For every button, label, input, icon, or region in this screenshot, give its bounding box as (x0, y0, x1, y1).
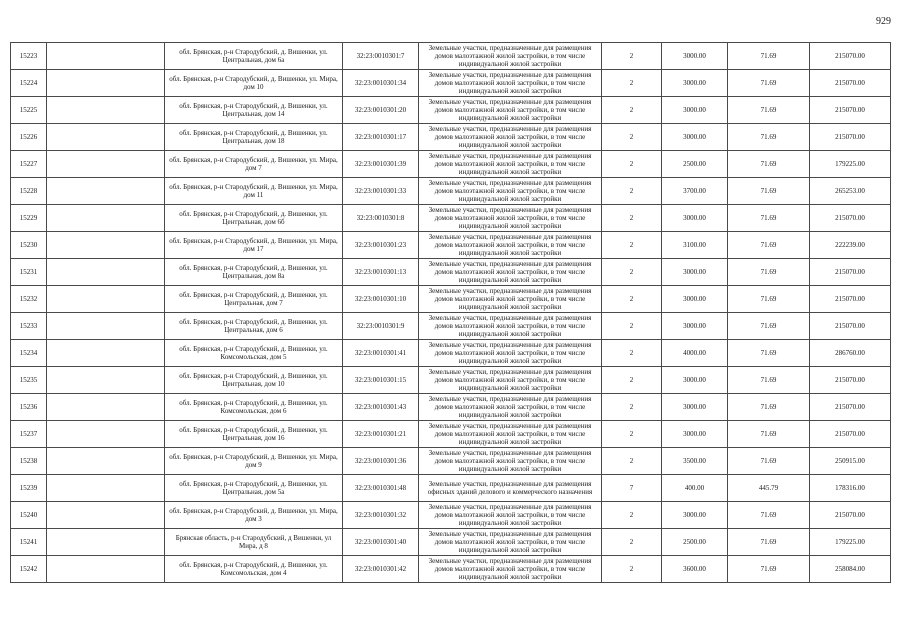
empty-cell (47, 394, 165, 421)
group-cell: 2 (602, 313, 662, 340)
land-use-cell: Земельные участки, предназначенные для размещения домов малоэтажной жилой застройки, в том числе индивидуальной жилой застройки (419, 448, 602, 475)
specific-value-cell: 71.69 (728, 394, 810, 421)
area-cell: 3000.00 (662, 286, 728, 313)
cadastral-value-cell: 215070.00 (810, 313, 891, 340)
cadastral-value-cell: 178316.00 (810, 475, 891, 502)
group-cell: 2 (602, 178, 662, 205)
address-cell: обл. Брянская, р-н Стародубский, д. Вишенки, ул. Комсомольская, дом 5 (165, 340, 343, 367)
row-number-cell: 15223 (11, 43, 47, 70)
area-cell: 3000.00 (662, 367, 728, 394)
table-row (11, 529, 891, 556)
address-cell: обл. Брянская, р-н Стародубский, д. Вишенки, ул. Мира, дом 17 (165, 232, 343, 259)
area-cell: 3000.00 (662, 43, 728, 70)
area-cell: 2500.00 (662, 151, 728, 178)
empty-cell (47, 124, 165, 151)
specific-value-cell: 71.69 (728, 421, 810, 448)
cadastral-number-cell: 32:23:0010301:39 (343, 151, 419, 178)
empty-cell (47, 367, 165, 394)
cadastral-number-cell: 32:23:0010301:10 (343, 286, 419, 313)
empty-cell (47, 43, 165, 70)
land-use-cell: Земельные участки, предназначенные для размещения домов малоэтажной жилой застройки, в том числе индивидуальной жилой застройки (419, 178, 602, 205)
group-cell: 2 (602, 448, 662, 475)
specific-value-cell: 445.79 (728, 475, 810, 502)
land-use-cell: Земельные участки, предназначенные для размещения домов малоэтажной жилой застройки, в том числе индивидуальной жилой застройки (419, 97, 602, 124)
row-number-cell: 15228 (11, 178, 47, 205)
specific-value-cell: 71.69 (728, 448, 810, 475)
address-cell: обл. Брянская, р-н Стародубский, д. Вишенки, ул. Мира, дом 9 (165, 448, 343, 475)
address-cell: обл. Брянская, р-н Стародубский, д. Вишенки, ул. Комсомольская, дом 4 (165, 556, 343, 583)
table-row (11, 340, 891, 367)
cadastral-value-cell: 215070.00 (810, 124, 891, 151)
row-number-cell: 15230 (11, 232, 47, 259)
address-cell: обл. Брянская, р-н Стародубский, д. Вишенки, ул. Комсомольская, дом 6 (165, 394, 343, 421)
area-cell: 3000.00 (662, 421, 728, 448)
land-use-cell: Земельные участки, предназначенные для размещения офисных зданий делового и коммерческого назначения (419, 475, 602, 502)
land-use-cell: Земельные участки, предназначенные для размещения домов малоэтажной жилой застройки, в том числе индивидуальной жилой застройки (419, 556, 602, 583)
cadastral-value-cell: 215070.00 (810, 43, 891, 70)
cadastral-number-cell: 32:23:0010301:34 (343, 70, 419, 97)
cadastral-number-cell: 32:23:0010301:43 (343, 394, 419, 421)
row-number-cell: 15240 (11, 502, 47, 529)
specific-value-cell: 71.69 (728, 502, 810, 529)
cadastral-value-cell: 258084.00 (810, 556, 891, 583)
table-row (11, 502, 891, 529)
table-row (11, 448, 891, 475)
area-cell: 4000.00 (662, 340, 728, 367)
address-cell: обл. Брянская, р-н Стародубский, д. Вишенки, ул. Мира, дом 10 (165, 70, 343, 97)
empty-cell (47, 178, 165, 205)
row-number-cell: 15238 (11, 448, 47, 475)
cadastral-registry-table (10, 42, 891, 583)
cadastral-number-cell: 32:23:0010301:15 (343, 367, 419, 394)
specific-value-cell: 71.69 (728, 232, 810, 259)
cadastral-number-cell: 32:23:0010301:9 (343, 313, 419, 340)
row-number-cell: 15226 (11, 124, 47, 151)
area-cell: 2500.00 (662, 529, 728, 556)
group-cell: 2 (602, 421, 662, 448)
specific-value-cell: 71.69 (728, 151, 810, 178)
address-cell: обл. Брянская, р-н Стародубский, д. Вишенки, ул. Центральная, дом 7 (165, 286, 343, 313)
group-cell: 2 (602, 340, 662, 367)
cadastral-value-cell: 215070.00 (810, 205, 891, 232)
land-use-cell: Земельные участки, предназначенные для размещения домов малоэтажной жилой застройки, в том числе индивидуальной жилой застройки (419, 367, 602, 394)
area-cell: 3100.00 (662, 232, 728, 259)
area-cell: 3000.00 (662, 205, 728, 232)
empty-cell (47, 232, 165, 259)
cadastral-value-cell: 215070.00 (810, 367, 891, 394)
table-row (11, 232, 891, 259)
row-number-cell: 15239 (11, 475, 47, 502)
table-row (11, 286, 891, 313)
group-cell: 2 (602, 529, 662, 556)
group-cell: 2 (602, 124, 662, 151)
cadastral-number-cell: 32:23:0010301:42 (343, 556, 419, 583)
address-cell: обл. Брянская, р-н Стародубский, д. Вишенки, ул. Центральная, дом 16 (165, 421, 343, 448)
area-cell: 3000.00 (662, 97, 728, 124)
table-row (11, 43, 891, 70)
specific-value-cell: 71.69 (728, 556, 810, 583)
group-cell: 2 (602, 232, 662, 259)
group-cell: 2 (602, 97, 662, 124)
land-use-cell: Земельные участки, предназначенные для размещения домов малоэтажной жилой застройки, в том числе индивидуальной жилой застройки (419, 529, 602, 556)
address-cell: обл. Брянская, р-н Стародубский, д. Вишенки, ул. Центральная, дом 6а (165, 43, 343, 70)
area-cell: 3000.00 (662, 259, 728, 286)
cadastral-value-cell: 265253.00 (810, 178, 891, 205)
specific-value-cell: 71.69 (728, 97, 810, 124)
specific-value-cell: 71.69 (728, 259, 810, 286)
empty-cell (47, 475, 165, 502)
land-use-cell: Земельные участки, предназначенные для размещения домов малоэтажной жилой застройки, в том числе индивидуальной жилой застройки (419, 259, 602, 286)
table-row (11, 70, 891, 97)
cadastral-value-cell: 215070.00 (810, 394, 891, 421)
table-row (11, 97, 891, 124)
group-cell: 2 (602, 286, 662, 313)
cadastral-value-cell: 215070.00 (810, 502, 891, 529)
cadastral-number-cell: 32:23:0010301:20 (343, 97, 419, 124)
address-cell: обл. Брянская, р-н Стародубский, д. Вишенки, ул. Мира, дом 11 (165, 178, 343, 205)
address-cell: обл. Брянская, р-н Стародубский, д. Вишенки, ул. Центральная, дом 18 (165, 124, 343, 151)
area-cell: 400.00 (662, 475, 728, 502)
cadastral-number-cell: 32:23:0010301:48 (343, 475, 419, 502)
land-use-cell: Земельные участки, предназначенные для размещения домов малоэтажной жилой застройки, в том числе индивидуальной жилой застройки (419, 502, 602, 529)
address-cell: обл. Брянская, р-н Стародубский, д. Вишенки, ул. Центральная, дом 6 (165, 313, 343, 340)
specific-value-cell: 71.69 (728, 367, 810, 394)
area-cell: 3000.00 (662, 124, 728, 151)
empty-cell (47, 313, 165, 340)
group-cell: 2 (602, 151, 662, 178)
cadastral-number-cell: 32:23:0010301:40 (343, 529, 419, 556)
cadastral-value-cell: 215070.00 (810, 70, 891, 97)
group-cell: 2 (602, 367, 662, 394)
row-number-cell: 15235 (11, 367, 47, 394)
table-row (11, 151, 891, 178)
cadastral-value-cell: 215070.00 (810, 97, 891, 124)
specific-value-cell: 71.69 (728, 178, 810, 205)
empty-cell (47, 448, 165, 475)
empty-cell (47, 205, 165, 232)
empty-cell (47, 286, 165, 313)
land-use-cell: Земельные участки, предназначенные для размещения домов малоэтажной жилой застройки, в том числе индивидуальной жилой застройки (419, 340, 602, 367)
cadastral-number-cell: 32:23:0010301:32 (343, 502, 419, 529)
area-cell: 3000.00 (662, 502, 728, 529)
land-use-cell: Земельные участки, предназначенные для размещения домов малоэтажной жилой застройки, в том числе индивидуальной жилой застройки (419, 232, 602, 259)
cadastral-value-cell: 222239.00 (810, 232, 891, 259)
specific-value-cell: 71.69 (728, 205, 810, 232)
cadastral-number-cell: 32:23:0010301:36 (343, 448, 419, 475)
cadastral-value-cell: 215070.00 (810, 286, 891, 313)
empty-cell (47, 151, 165, 178)
empty-cell (47, 421, 165, 448)
address-cell: обл. Брянская, р-н Стародубский, д. Вишенки, ул. Центральная, дом 5а (165, 475, 343, 502)
empty-cell (47, 340, 165, 367)
address-cell: обл. Брянская, р-н Стародубский, д. Вишенки, ул. Центральная, дом 10 (165, 367, 343, 394)
group-cell: 2 (602, 556, 662, 583)
land-use-cell: Земельные участки, предназначенные для размещения домов малоэтажной жилой застройки, в том числе индивидуальной жилой застройки (419, 70, 602, 97)
cadastral-number-cell: 32:23:0010301:41 (343, 340, 419, 367)
empty-cell (47, 70, 165, 97)
row-number-cell: 15237 (11, 421, 47, 448)
cadastral-value-cell: 179225.00 (810, 151, 891, 178)
row-number-cell: 15233 (11, 313, 47, 340)
group-cell: 7 (602, 475, 662, 502)
cadastral-value-cell: 286760.00 (810, 340, 891, 367)
cadastral-value-cell: 215070.00 (810, 259, 891, 286)
land-use-cell: Земельные участки, предназначенные для размещения домов малоэтажной жилой застройки, в том числе индивидуальной жилой застройки (419, 205, 602, 232)
empty-cell (47, 529, 165, 556)
specific-value-cell: 71.69 (728, 286, 810, 313)
table-row (11, 313, 891, 340)
cadastral-number-cell: 32:23:0010301:23 (343, 232, 419, 259)
row-number-cell: 15225 (11, 97, 47, 124)
row-number-cell: 15234 (11, 340, 47, 367)
address-cell: обл. Брянская, р-н Стародубский, д. Вишенки, ул. Центральная, дом 14 (165, 97, 343, 124)
group-cell: 2 (602, 205, 662, 232)
table-row (11, 124, 891, 151)
cadastral-value-cell: 179225.00 (810, 529, 891, 556)
group-cell: 2 (602, 259, 662, 286)
area-cell: 3500.00 (662, 448, 728, 475)
address-cell: Брянская область, р-н Стародубский, д Вишенки, ул Мира, д 8 (165, 529, 343, 556)
row-number-cell: 15229 (11, 205, 47, 232)
land-use-cell: Земельные участки, предназначенные для размещения домов малоэтажной жилой застройки, в том числе индивидуальной жилой застройки (419, 421, 602, 448)
address-cell: обл. Брянская, р-н Стародубский, д. Вишенки, ул. Мира, дом 7 (165, 151, 343, 178)
table-row (11, 421, 891, 448)
empty-cell (47, 259, 165, 286)
table-row (11, 178, 891, 205)
empty-cell (47, 97, 165, 124)
cadastral-number-cell: 32:23:0010301:21 (343, 421, 419, 448)
page-number: 929 (876, 16, 891, 27)
address-cell: обл. Брянская, р-н Стародубский, д. Вишенки, ул. Центральная, дом 6б (165, 205, 343, 232)
table-row (11, 259, 891, 286)
specific-value-cell: 71.69 (728, 340, 810, 367)
land-use-cell: Земельные участки, предназначенные для размещения домов малоэтажной жилой застройки, в том числе индивидуальной жилой застройки (419, 286, 602, 313)
land-use-cell: Земельные участки, предназначенные для размещения домов малоэтажной жилой застройки, в том числе индивидуальной жилой застройки (419, 151, 602, 178)
specific-value-cell: 71.69 (728, 313, 810, 340)
row-number-cell: 15236 (11, 394, 47, 421)
specific-value-cell: 71.69 (728, 529, 810, 556)
table-row (11, 205, 891, 232)
group-cell: 2 (602, 43, 662, 70)
area-cell: 3600.00 (662, 556, 728, 583)
land-use-cell: Земельные участки, предназначенные для размещения домов малоэтажной жилой застройки, в том числе индивидуальной жилой застройки (419, 313, 602, 340)
land-use-cell: Земельные участки, предназначенные для размещения домов малоэтажной жилой застройки, в том числе индивидуальной жилой застройки (419, 124, 602, 151)
empty-cell (47, 556, 165, 583)
area-cell: 3000.00 (662, 394, 728, 421)
cadastral-number-cell: 32:23:0010301:7 (343, 43, 419, 70)
area-cell: 3000.00 (662, 70, 728, 97)
specific-value-cell: 71.69 (728, 43, 810, 70)
table-row (11, 556, 891, 583)
address-cell: обл. Брянская, р-н Стародубский, д. Вишенки, ул. Центральная, дом 8а (165, 259, 343, 286)
address-cell: обл. Брянская, р-н Стародубский, д. Вишенки, ул. Мира, дом 3 (165, 502, 343, 529)
cadastral-value-cell: 215070.00 (810, 421, 891, 448)
cadastral-number-cell: 32:23:0010301:13 (343, 259, 419, 286)
row-number-cell: 15227 (11, 151, 47, 178)
row-number-cell: 15231 (11, 259, 47, 286)
specific-value-cell: 71.69 (728, 124, 810, 151)
table-row (11, 367, 891, 394)
empty-cell (47, 502, 165, 529)
group-cell: 2 (602, 502, 662, 529)
land-use-cell: Земельные участки, предназначенные для размещения домов малоэтажной жилой застройки, в том числе индивидуальной жилой застройки (419, 394, 602, 421)
cadastral-number-cell: 32:23:0010301:33 (343, 178, 419, 205)
cadastral-value-cell: 250915.00 (810, 448, 891, 475)
row-number-cell: 15224 (11, 70, 47, 97)
specific-value-cell: 71.69 (728, 70, 810, 97)
row-number-cell: 15241 (11, 529, 47, 556)
land-use-cell: Земельные участки, предназначенные для размещения домов малоэтажной жилой застройки, в том числе индивидуальной жилой застройки (419, 43, 602, 70)
area-cell: 3700.00 (662, 178, 728, 205)
cadastral-number-cell: 32:23:0010301:8 (343, 205, 419, 232)
group-cell: 2 (602, 394, 662, 421)
group-cell: 2 (602, 70, 662, 97)
row-number-cell: 15242 (11, 556, 47, 583)
row-number-cell: 15232 (11, 286, 47, 313)
table-row (11, 394, 891, 421)
area-cell: 3000.00 (662, 313, 728, 340)
table-row (11, 475, 891, 502)
cadastral-number-cell: 32:23:0010301:17 (343, 124, 419, 151)
